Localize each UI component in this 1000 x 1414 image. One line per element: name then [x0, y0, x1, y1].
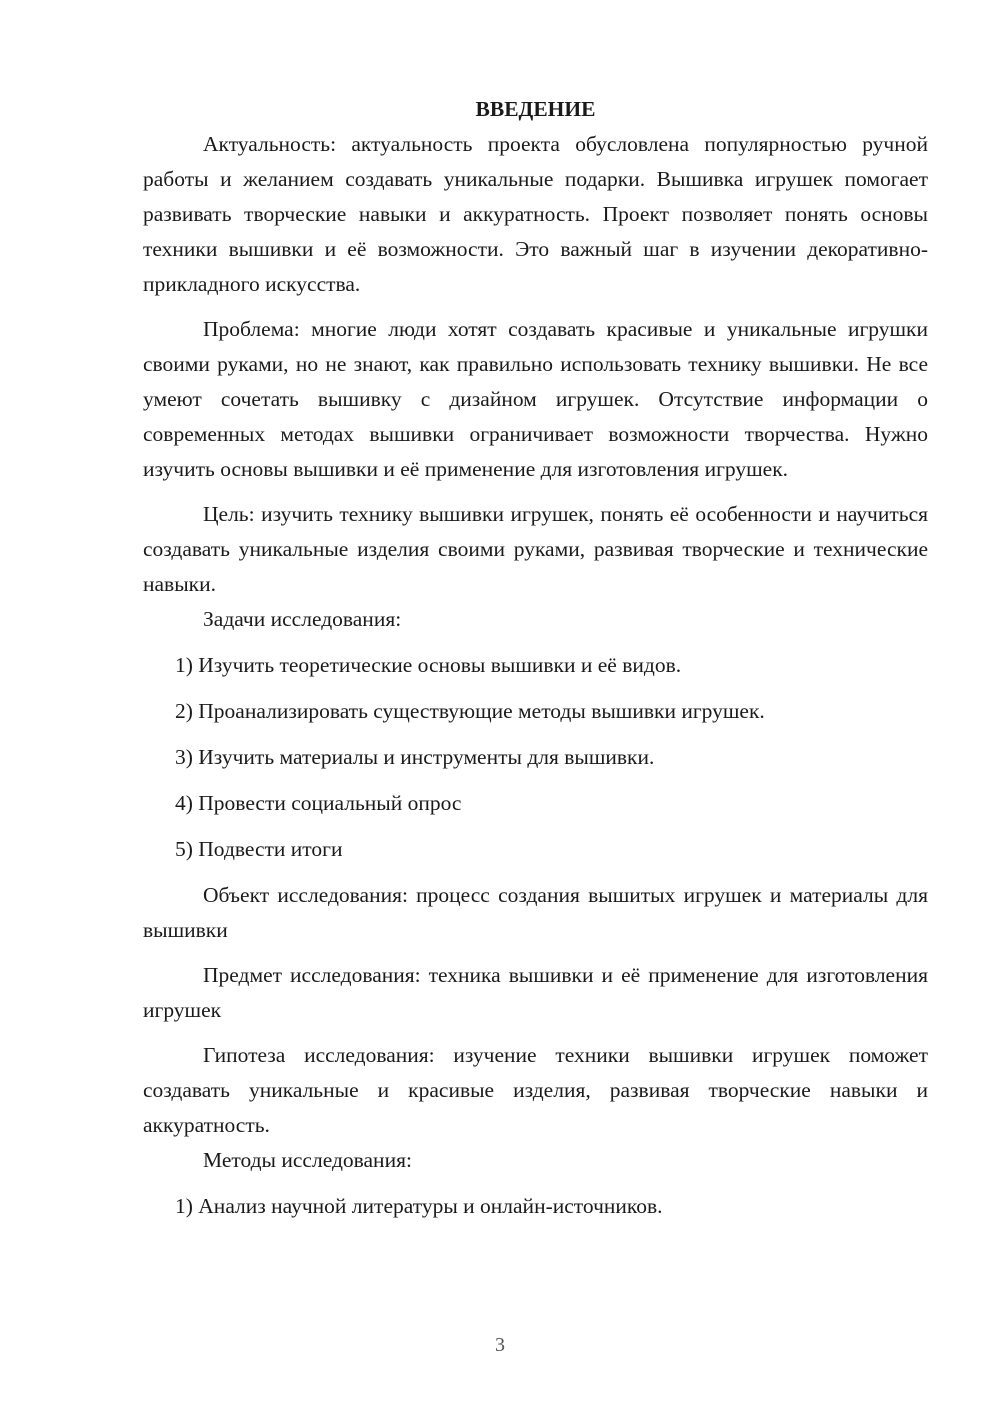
goal-paragraph: Цель: изучить технику вышивки игрушек, понять её особенности и научиться создавать уникальные изделия своими руками, развивая творческие и технические навыки.	[143, 502, 928, 596]
relevance-paragraph: Актуальность: актуальность проекта обусловлена популярностью ручной работы и желанием создавать уникальные подарки. Вышивка игрушек помогает развивать творческие навыки и аккуратность. Проект позволяет понять основы техники вышивки и её возможности. Это важный шаг в изучении декоративно-прикладного искусства.	[143, 132, 928, 296]
tasks-heading: Задачи исследования:	[203, 607, 402, 631]
document-page	[143, 92, 928, 1224]
page-number: 3	[495, 1334, 505, 1356]
problem-paragraph: Проблема: многие люди хотят создавать красивые и уникальные игрушки своими руками, но не знают, как правильно использовать технику вышивки. Не все умеют сочетать вышивку с дизайном игрушек. Отсутствие информации о современных методах вышивки ограничивает возможности творчества. Нужно изучить основы вышивки и её применение для изготовления игрушек.	[143, 317, 928, 481]
method-item-1: 1) Анализ научной литературы и онлайн-источников.	[175, 1194, 663, 1218]
task-item-3: 3) Изучить материалы и инструменты для вышивки.	[175, 745, 655, 769]
task-item-2: 2) Проанализировать существующие методы вышивки игрушек.	[175, 699, 765, 723]
task-item-1: 1) Изучить теоретические основы вышивки и её видов.	[175, 653, 682, 677]
task-item-4: 4) Провести социальный опрос	[175, 791, 462, 815]
task-item-5: 5) Подвести итоги	[175, 837, 343, 861]
subject-paragraph: Предмет исследования: техника вышивки и её применение для изготовления игрушек	[143, 963, 928, 1022]
hypothesis-paragraph: Гипотеза исследования: изучение техники вышивки игрушек поможет создавать уникальные и красивые изделия, развивая творческие навыки и аккуратность.	[143, 1043, 928, 1137]
methods-heading: Методы исследования:	[203, 1148, 412, 1172]
section-title: ВВЕДЕНИЕ	[475, 97, 596, 121]
object-paragraph: Объект исследования: процесс создания вышитых игрушек и материалы для вышивки	[143, 883, 928, 942]
